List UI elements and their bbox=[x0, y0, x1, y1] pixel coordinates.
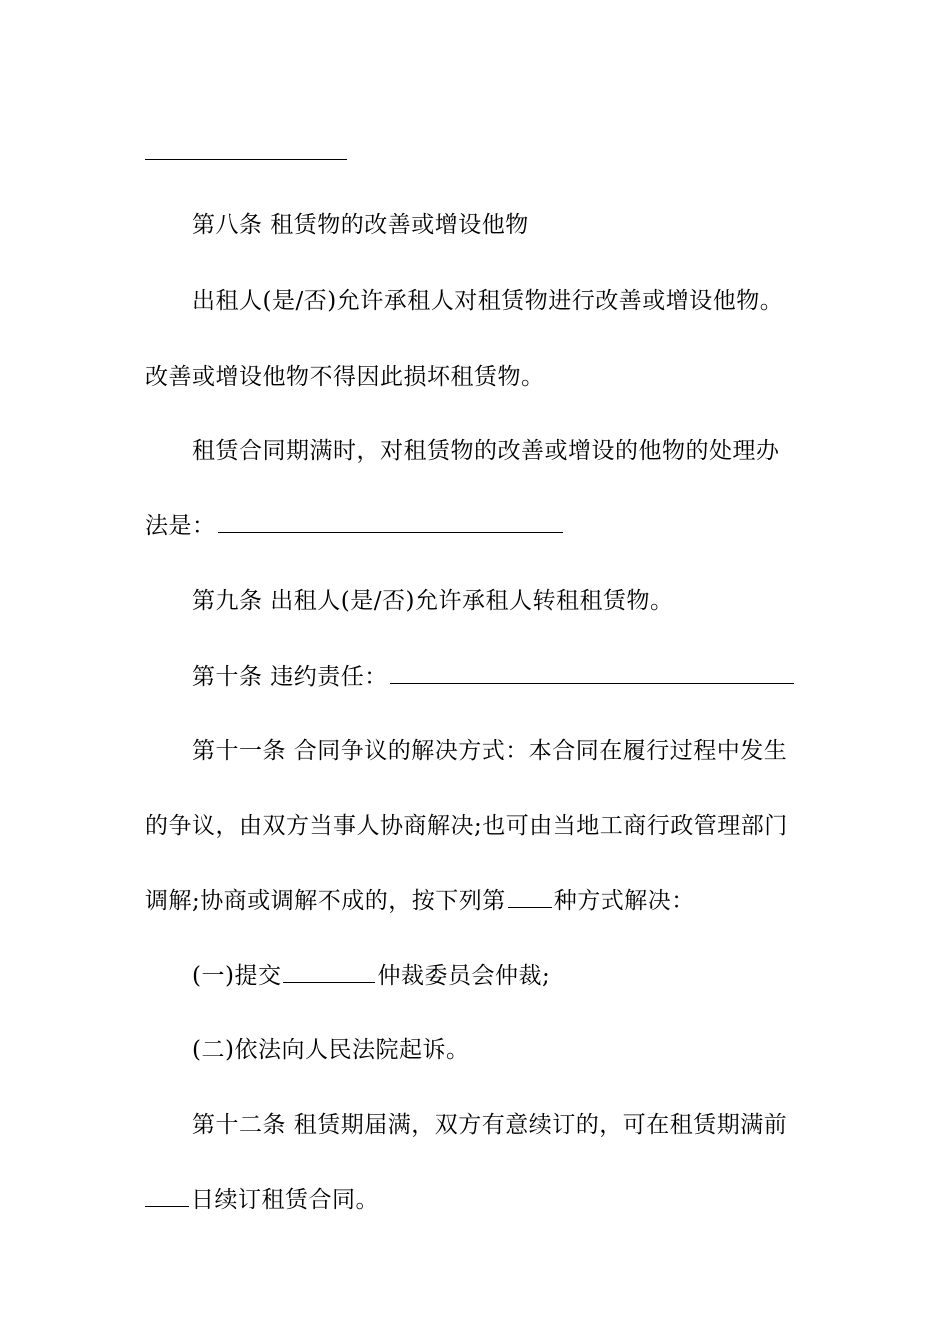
disposal-method-blank bbox=[218, 531, 563, 533]
article-11-line-2: 的争议，由双方当事人协商解决;也可由当地工商行政管理部门 bbox=[145, 813, 788, 839]
renewal-days-blank bbox=[145, 1205, 189, 1207]
liability-blank bbox=[390, 682, 794, 684]
option-two: (二)依法向人民法院起诉。 bbox=[192, 1037, 470, 1063]
article-12-line-1: 第十二条 租赁期届满，双方有意续订的，可在租赁期满前 bbox=[192, 1112, 788, 1138]
article-8-paragraph-2: 租赁合同期满时，对租赁物的改善或增设的他物的处理办 bbox=[192, 438, 780, 464]
article-8-paragraph-1-cont: 改善或增设他物不得因此损坏租赁物。 bbox=[145, 364, 545, 390]
method-number-blank bbox=[508, 906, 552, 908]
option-one: (一)提交 仲裁委员会仲裁; bbox=[192, 963, 551, 989]
article-8-heading: 第八条 租赁物的改善或增设他物 bbox=[192, 212, 529, 238]
article-12-line-2: 日续订租赁合同。 bbox=[145, 1185, 379, 1215]
arbitration-committee-blank bbox=[283, 981, 375, 983]
article-11-line-1: 第十一条 合同争议的解决方式：本合同在履行过程中发生 bbox=[192, 738, 788, 764]
article-11-line-3: 调解;协商或调解不成的，按下列第 种方式解决： bbox=[145, 888, 695, 914]
top-signature-line bbox=[145, 159, 347, 160]
article-9: 第九条 出租人(是/否)允许承租人转租租赁物。 bbox=[192, 588, 674, 614]
article-8-paragraph-1: 出租人(是/否)允许承租人对租赁物进行改善或增设他物。 bbox=[192, 288, 784, 314]
article-8-paragraph-2-cont: 法是： bbox=[145, 511, 565, 541]
article-10: 第十条 违约责任： bbox=[192, 662, 796, 692]
